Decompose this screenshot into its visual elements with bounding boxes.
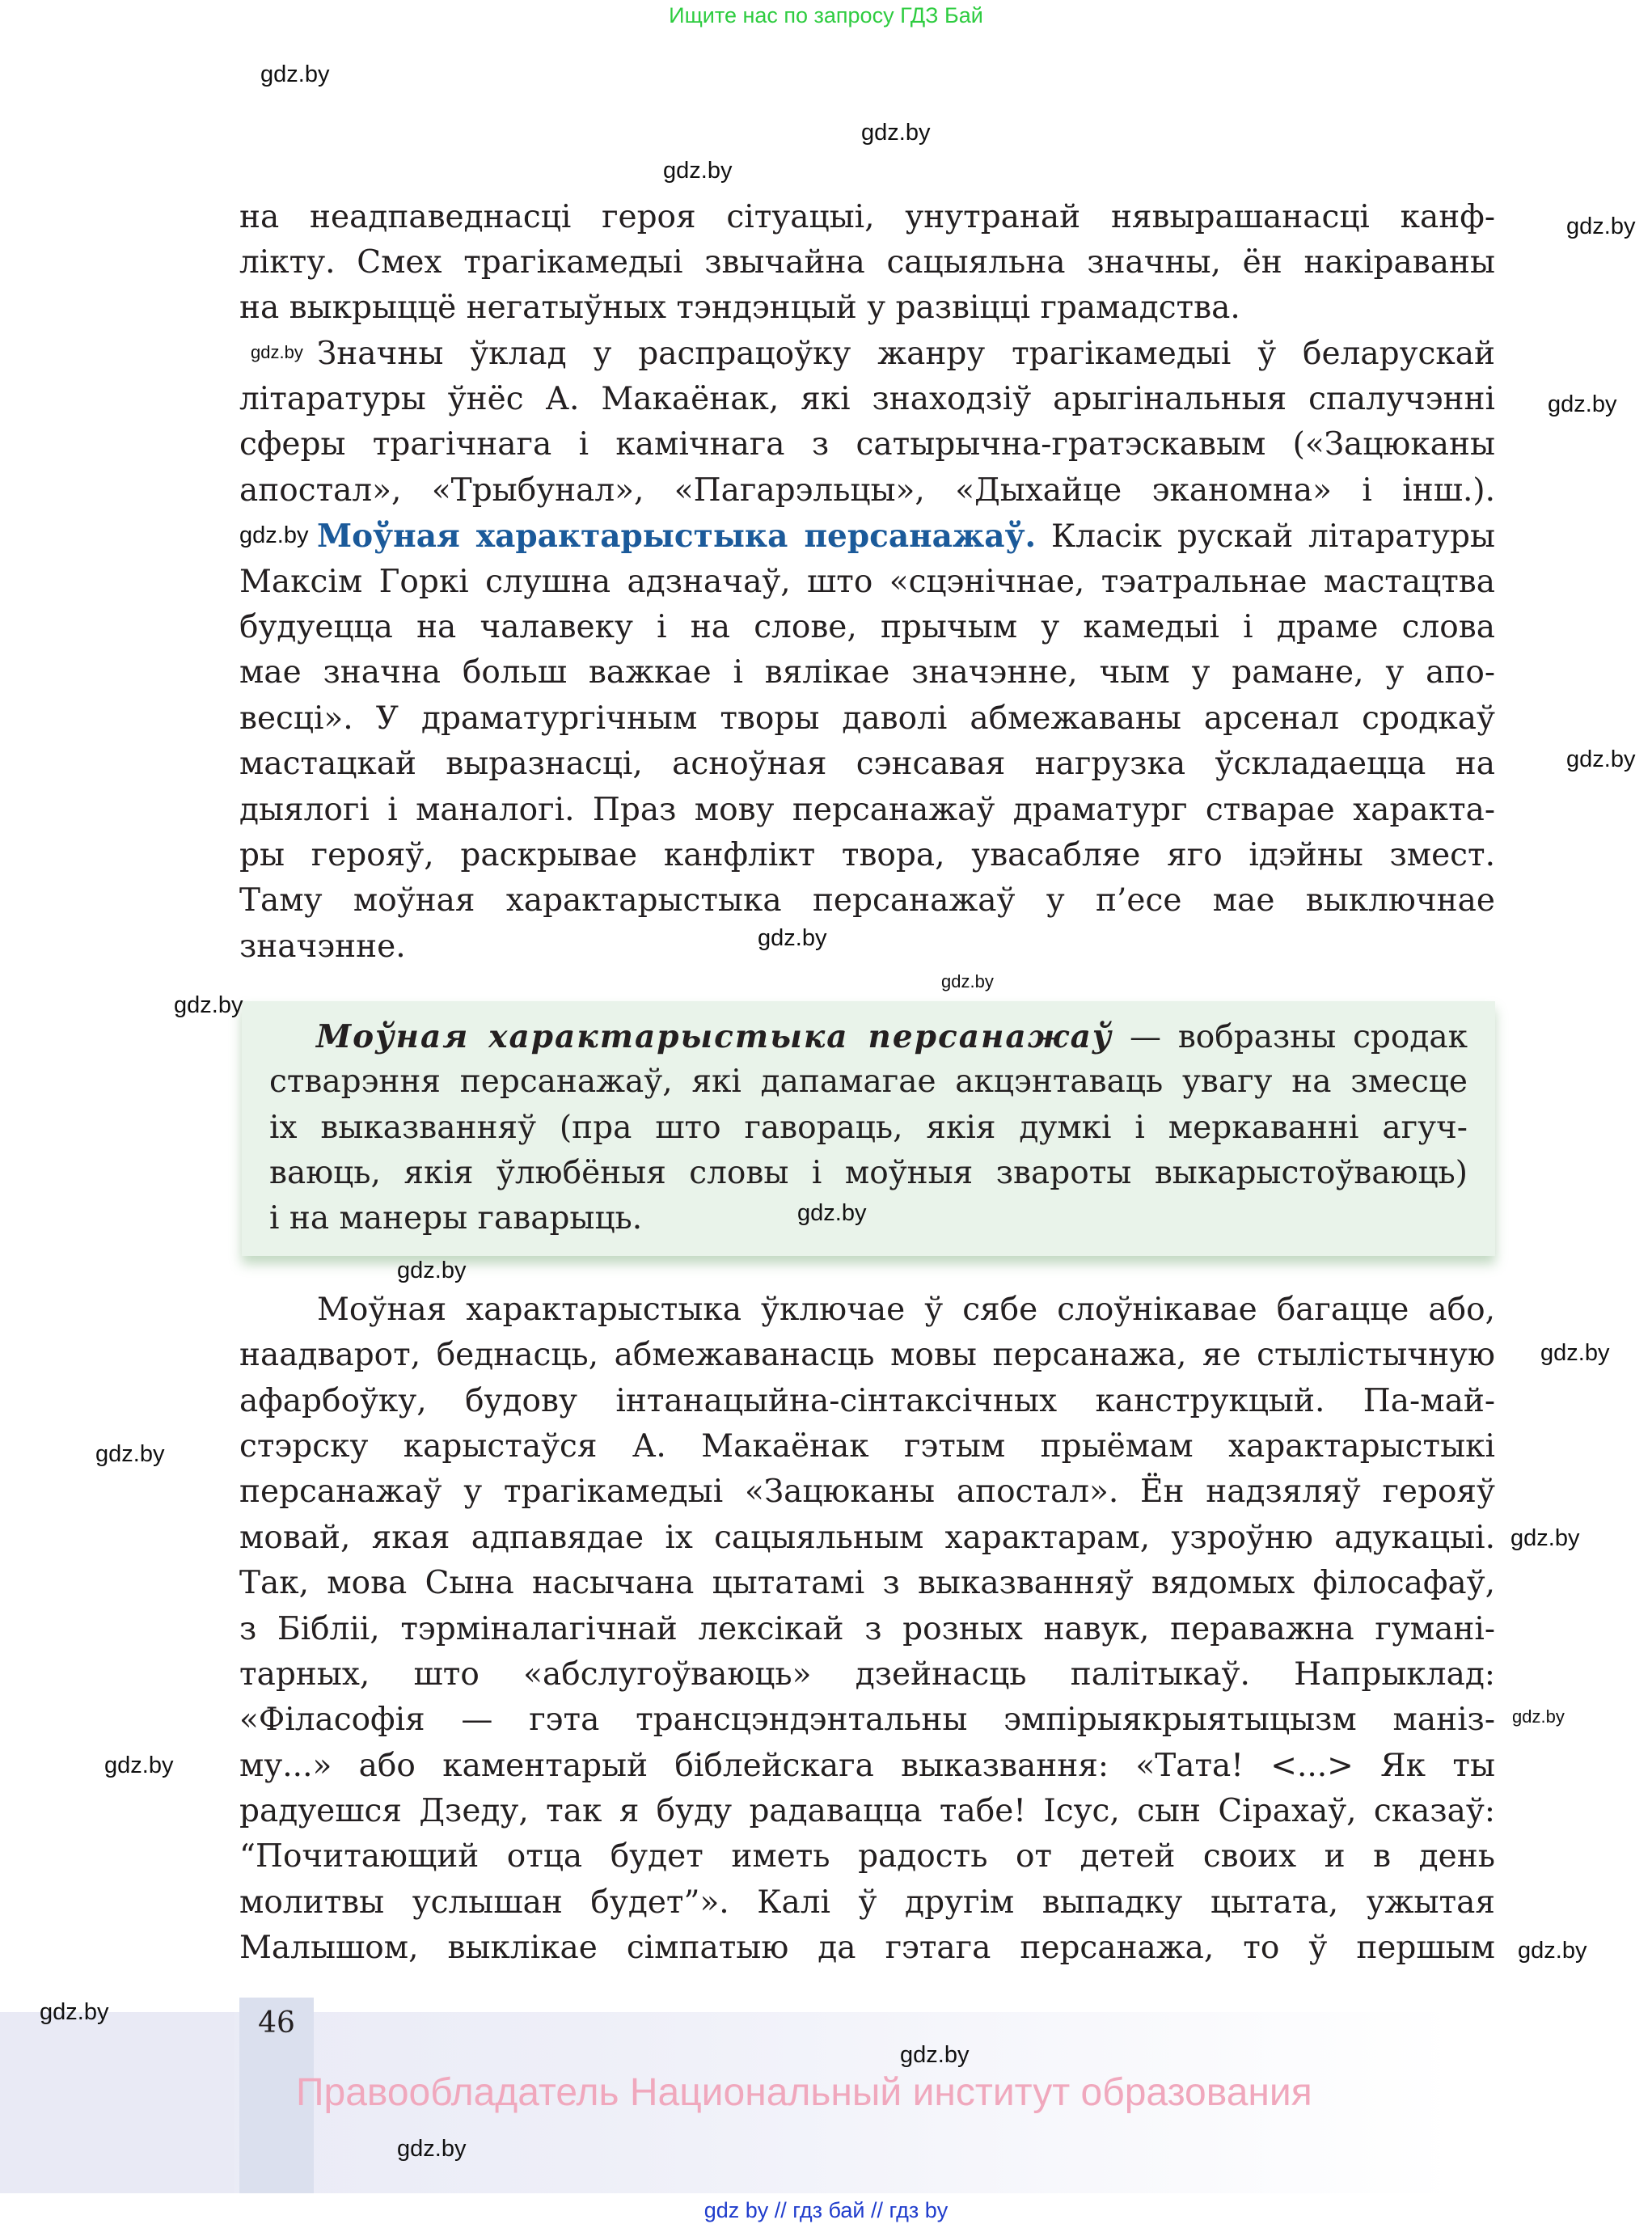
text-line: на неадпаведнасці героя сітуацыі, унутранай нявырашанасці канф- xyxy=(239,199,1495,235)
watermark: gdz.by xyxy=(1548,391,1617,417)
text-line: значэнне. xyxy=(239,928,406,965)
text-line: наадварот, беднасць, абмежаванасць мовы персанажа, яе стылістычную xyxy=(239,1337,1495,1373)
text-line: дыялогі і маналогі. Праз мову персанажаў драматург стварае характа- xyxy=(239,792,1495,828)
text-line: радуешся Дзеду, так я буду радавацца табе! Ісус, сын Сірахаў, сказаў: xyxy=(239,1793,1495,1829)
watermark: gdz.by xyxy=(1540,1340,1610,1366)
bottom-links[interactable]: gdz by // гдз бай // гдз by xyxy=(703,2198,949,2222)
watermark: gdz.by xyxy=(941,971,994,991)
text-line xyxy=(269,1019,1468,1055)
text-line: лікту. Смех трагікамедыі звычайна сацыяльна значны, ён накіраваны xyxy=(239,244,1495,281)
text-line: і на манеры гаварыць. xyxy=(269,1200,643,1237)
copyright-watermark: Правообладатель Национальный институт образования xyxy=(296,2071,1312,2114)
text-line: «Філасофія — гэта трансцэндэнтальны эмпірыякрыятыцызм маніз- xyxy=(239,1702,1495,1738)
text-line: стэрску карыстаўся А. Макаёнак гэтым прыёмам характарыстыкі xyxy=(239,1428,1495,1465)
text-line: на выкрыццё негатыўных тэндэнцый у развіцці грамадства. xyxy=(239,290,1240,326)
watermark: gdz.by xyxy=(861,120,931,146)
watermark: gdz.by xyxy=(663,158,733,184)
watermark: gdz.by xyxy=(260,61,330,87)
text-line: стварэння персанажаў, які дапамагае акцэнтаваць увагу на змесце xyxy=(269,1063,1468,1100)
text-line: му...» або каментарый біблейскага выказвання: «Тата! <...> Як ты xyxy=(239,1748,1495,1784)
definition-term: Моўная характарыстыка персанажаў xyxy=(316,1018,1113,1055)
watermark: gdz.by xyxy=(95,1441,165,1467)
text-line: молитвы услышан будет”». Калі ў другім выпадку цытата, ужытая xyxy=(239,1884,1495,1921)
text-line: ры герояў, раскрывае канфлікт твора, увасабляе яго ідэйны змест. xyxy=(239,837,1495,873)
text-line: Моўная характарыстыка ўключае ў сябе слоўнікавае багацце або, xyxy=(317,1292,1495,1328)
watermark: gdz.by xyxy=(251,342,303,362)
text-line: мовай, якая адпавядае іх сацыяльным характарам, узроўню адукацыі. xyxy=(239,1520,1495,1556)
watermark: gdz.by xyxy=(174,992,243,1018)
watermark: gdz.by xyxy=(397,1258,467,1283)
text-line: афарбоўку, будову інтанацыйна-сінтаксічных канструкцый. Па-май- xyxy=(239,1383,1495,1419)
text-line xyxy=(239,518,1495,554)
text-line: мастацкай выразнасці, асноўная сэнсавая нагрузка ўскладаецца на xyxy=(239,746,1495,782)
section-term: Моўная характарыстыка персанажаў. xyxy=(317,518,1037,555)
watermark: gdz.by xyxy=(397,2136,467,2162)
text-line: Значны ўклад у распрацоўку жанру трагікамедыі ў беларускай xyxy=(317,336,1495,372)
watermark: gdz.by xyxy=(104,1753,174,1778)
search-banner[interactable]: Ищите нас по запросу ГДЗ Бай xyxy=(669,3,983,27)
text-line: апостал», «Трыбунал», «Пагарэльцы», «Дыхайце эканомна» і інш.). xyxy=(239,472,1495,509)
watermark: gdz.by xyxy=(239,522,309,548)
watermark: gdz.by xyxy=(797,1200,867,1226)
footer-left-band xyxy=(0,2012,234,2193)
text-line: Так, мова Сына насычана цытатамі з выказванняў вядомых філосафаў, xyxy=(239,1565,1495,1601)
text-line: іх выказванняў (пра што гавораць, якія думкі і меркаванні агуч- xyxy=(269,1110,1468,1146)
text-line: ваюць, якія ўлюбёныя словы і моўныя звароты выкарыстоўваюць) xyxy=(269,1155,1468,1191)
text-span: Класік рускай літаратуры xyxy=(1036,518,1495,555)
watermark: gdz.by xyxy=(1566,214,1636,239)
text-line: сферы трагічнага і камічнага з сатырычна-гратэскавым («Зацюканы xyxy=(239,426,1495,463)
text-line: тарных, што «абслугоўваюць» дзейнасць палітыкаў. Напрыклад: xyxy=(239,1656,1495,1693)
text-line: “Почитающий отца будет иметь радость от детей своих и в день xyxy=(239,1838,1495,1875)
watermark: gdz.by xyxy=(1566,746,1636,772)
page-number: 46 xyxy=(239,1998,314,2193)
text-line: Таму моўная характарыстыка персанажаў у п’есе мае выключнае xyxy=(239,882,1495,919)
watermark: gdz.by xyxy=(40,1999,109,2025)
text-line: з Біблii, тэрміналагічнай лексікай з розных навук, пераважна гуманi- xyxy=(239,1611,1495,1647)
text-line: персанажаў у трагікамедыі «Зацюканы апостал». Ён надзяляў герояў xyxy=(239,1474,1495,1510)
text-span: — вобразны сродак xyxy=(1113,1019,1468,1055)
watermark: gdz.by xyxy=(758,925,827,951)
text-line: Максім Горкі слушна адзначаў, што «сцэнічнае, тэатральнае мастацтва xyxy=(239,564,1495,600)
watermark: gdz.by xyxy=(1518,1938,1587,1964)
text-line: літаратуры ўнёс А. Макаёнак, які знаходзіў арыгінальныя спалучэнні xyxy=(239,381,1495,417)
watermark: gdz.by xyxy=(900,2042,970,2068)
watermark: gdz.by xyxy=(1512,1706,1565,1727)
text-line: весці». У драматургічным творы даволі абмежаваны арсенал сродкаў xyxy=(239,700,1495,737)
watermark: gdz.by xyxy=(1510,1525,1580,1551)
text-line: мае значна больш важкае і вялікае значэнне, чым у рамане, у апо- xyxy=(239,654,1495,691)
text-line: Малышом, выклікае сімпатыю да гэтага персанажа, то ў першым xyxy=(239,1930,1495,1966)
text-line: будуецца на чалавеку і на слове, прычым у камедыі і драме слова xyxy=(239,609,1495,645)
